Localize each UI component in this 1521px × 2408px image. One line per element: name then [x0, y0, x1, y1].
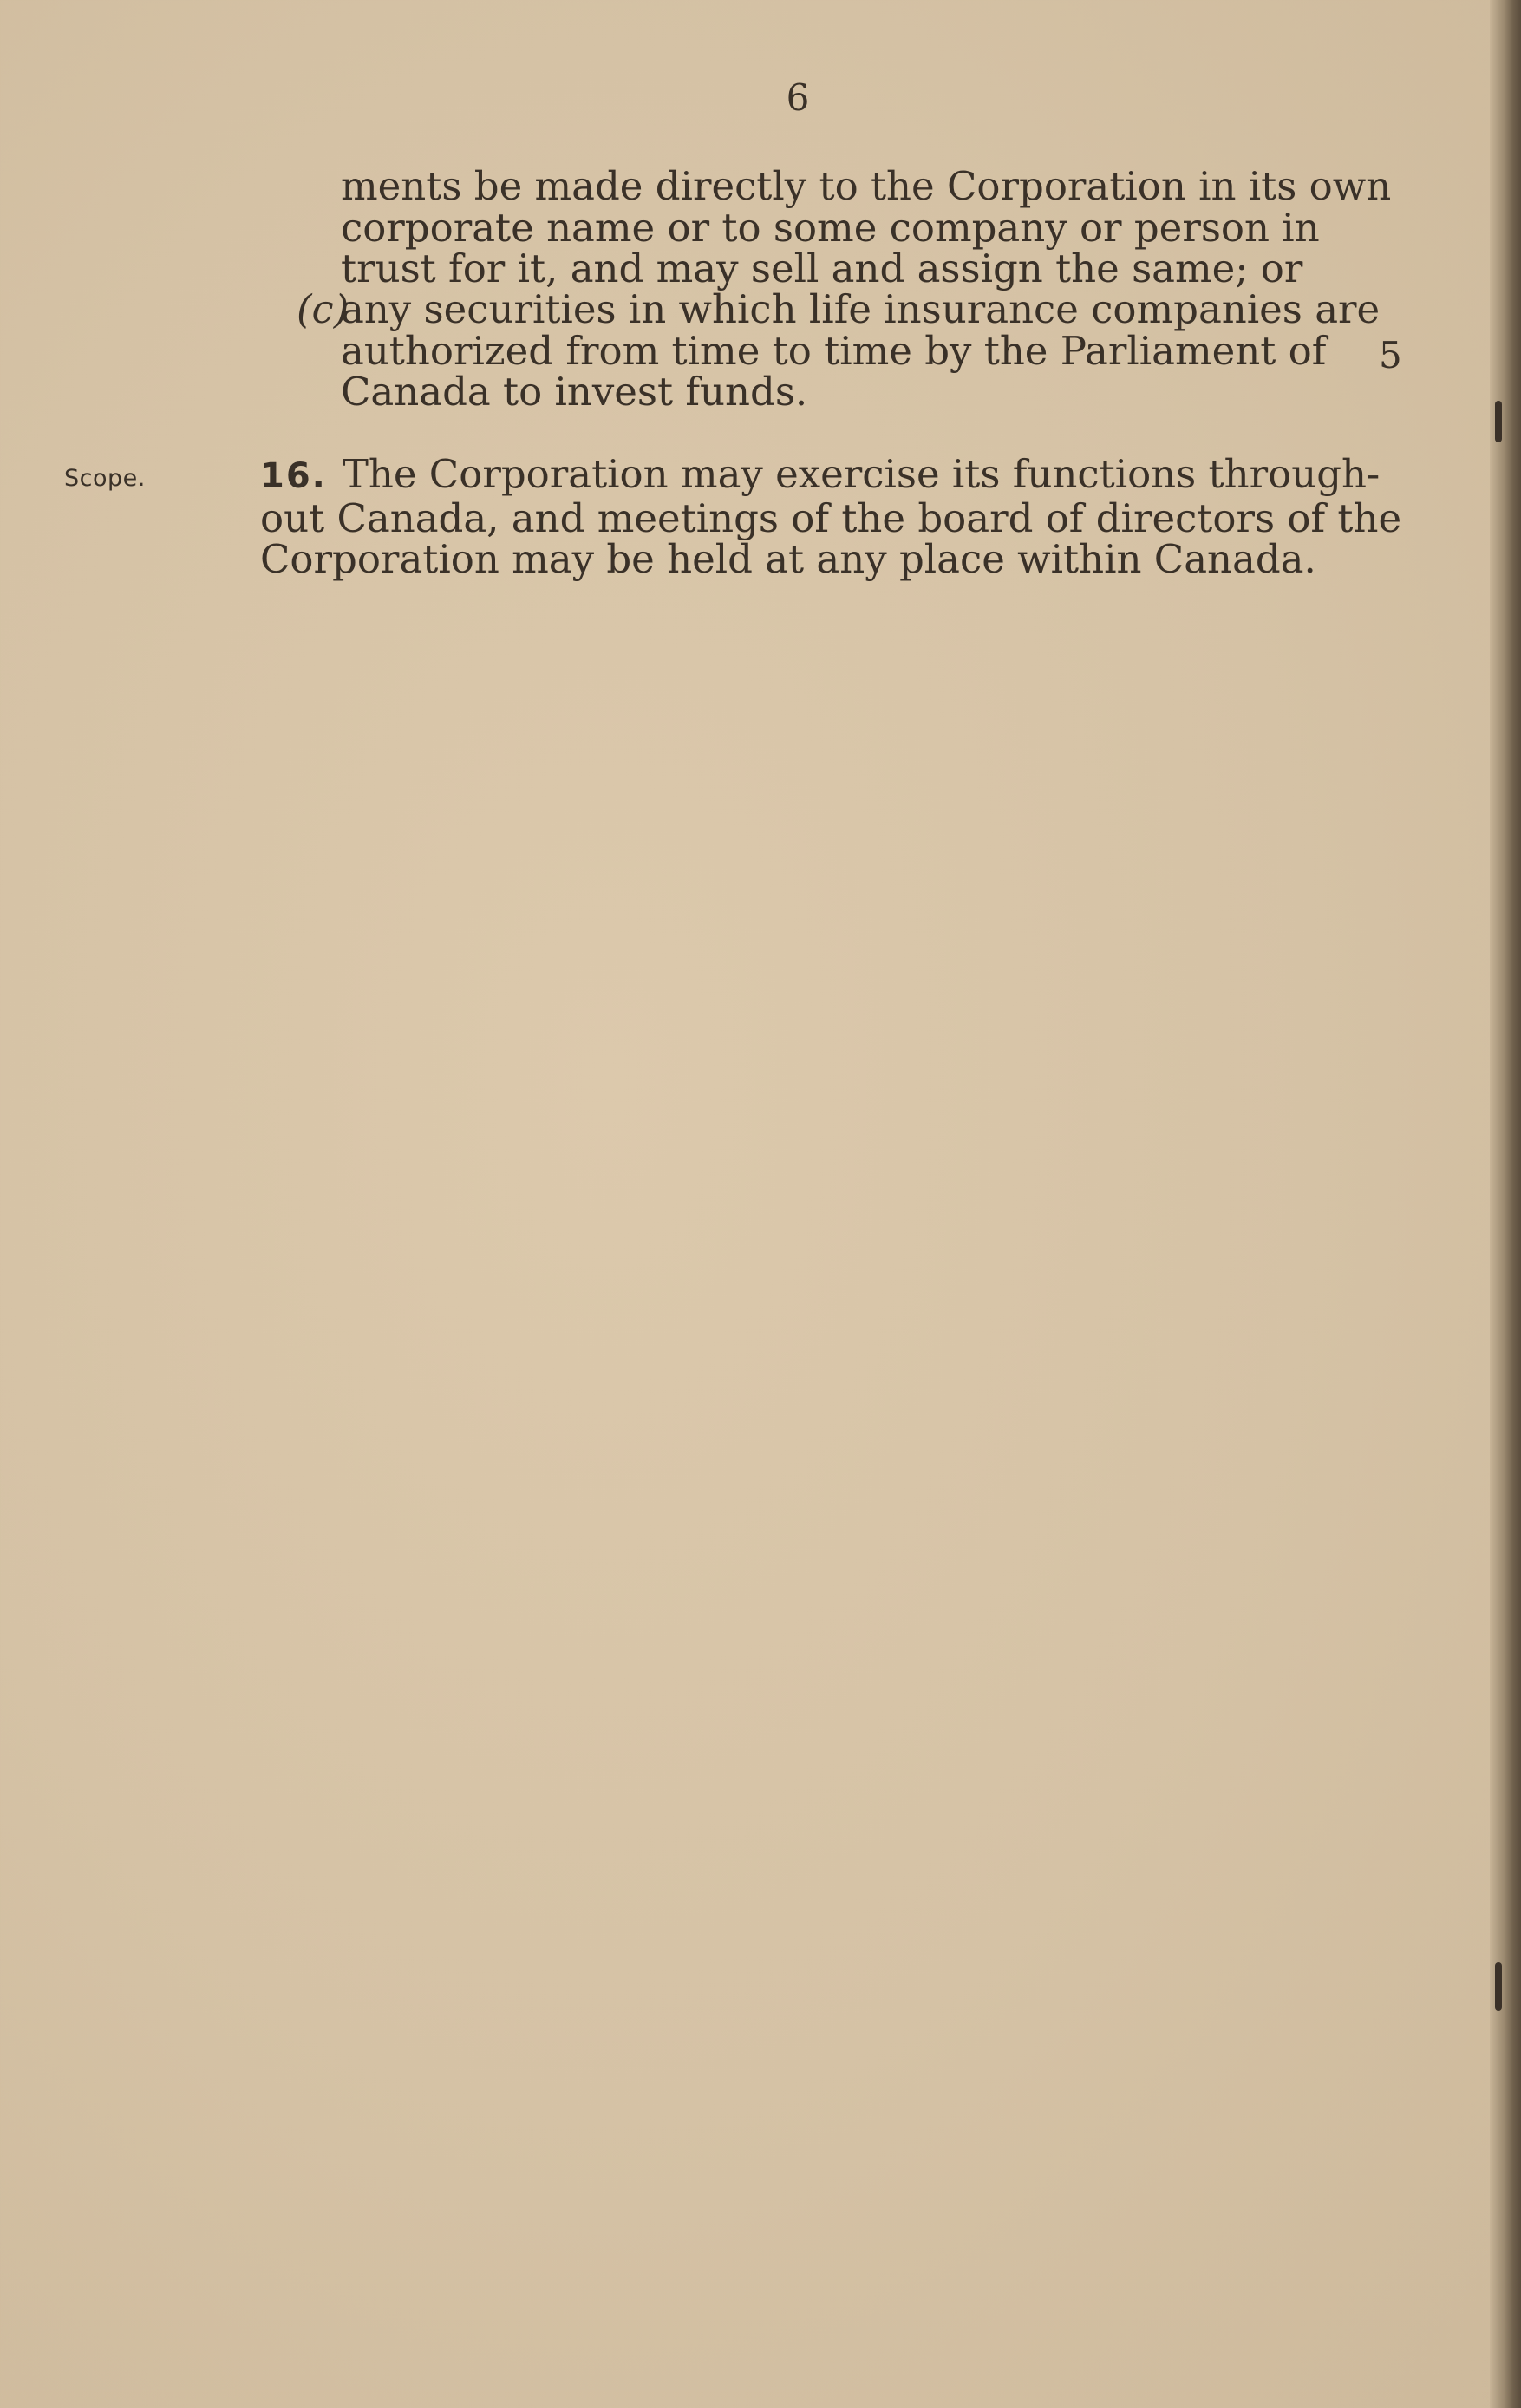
- list-item-first-line: [297, 286, 1381, 332]
- text-line-content: corporate name or to some company or person in: [341, 204, 1320, 251]
- text-line: trust for it, and may sell and assign the same; or: [341, 245, 1303, 291]
- binding-mark: [1495, 401, 1502, 442]
- margin-note-scope: Scope.: [64, 465, 146, 492]
- text-line: [341, 163, 1392, 209]
- section-number: 16.: [260, 456, 327, 496]
- list-item-c: [297, 286, 1381, 415]
- text-line: Corporation may be held at any place within Canada.: [260, 536, 1316, 582]
- section-first-line: [260, 451, 1381, 498]
- paragraph-continuation: [341, 163, 1392, 291]
- text-line: [341, 204, 1344, 251]
- page-number: 6: [786, 76, 810, 119]
- text-line: Canada to invest funds.: [341, 369, 808, 415]
- text-line: The Corporation may exercise its functions through-: [342, 451, 1381, 497]
- binding-mark: [1495, 1962, 1502, 2011]
- section-16: [260, 451, 1402, 582]
- page-spine-shadow: [1490, 0, 1521, 2408]
- text-line: out Canada, and meetings of the board of directors of the: [260, 494, 1402, 541]
- text-line: authorized from time to time by the Parliament of: [341, 327, 1327, 374]
- list-item-label: (c): [297, 286, 349, 332]
- text-line: any securities in which life insurance companies are: [341, 286, 1381, 332]
- margin-line-number: 5: [1379, 334, 1402, 376]
- text-line-content: ments be made directly to the Corporation in its own: [341, 163, 1392, 209]
